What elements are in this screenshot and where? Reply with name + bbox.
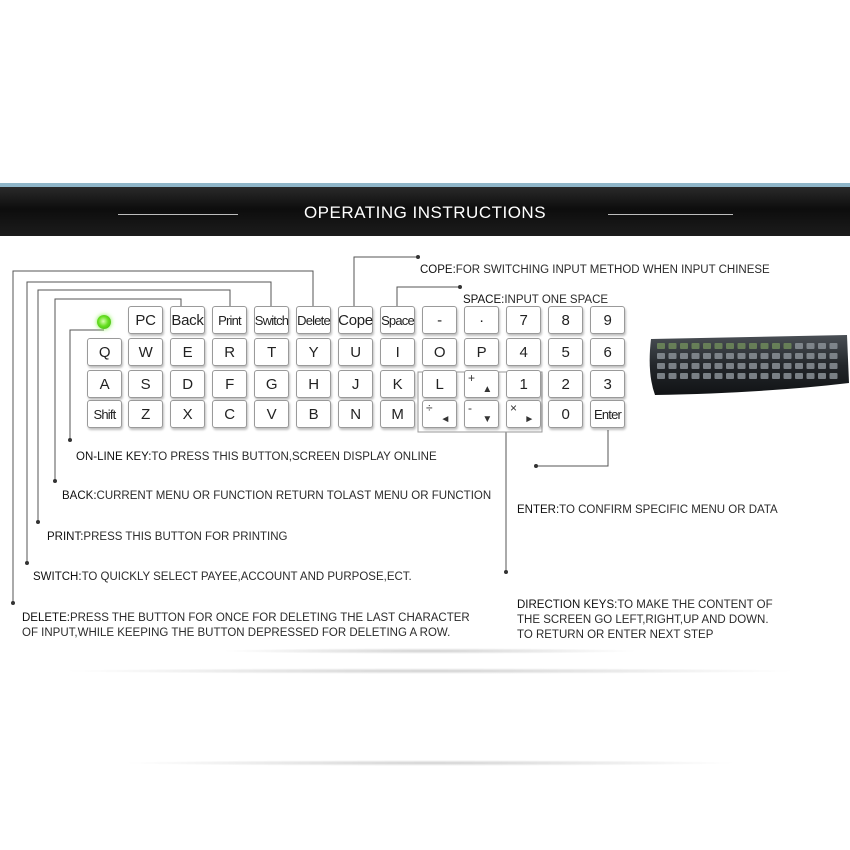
device-key-icon <box>795 343 803 349</box>
key-0[interactable]: 0 <box>548 400 583 428</box>
device-key-icon <box>784 353 792 359</box>
print-note: PRINT:PRESS THIS BUTTON FOR PRINTING <box>47 531 288 543</box>
arrow-left-key[interactable] <box>422 400 457 428</box>
device-key-icon <box>772 373 780 379</box>
device-key-icon <box>680 373 688 379</box>
device-key-icon <box>726 353 734 359</box>
device-key-icon <box>680 353 688 359</box>
key-v[interactable]: V <box>254 400 289 428</box>
switch-note: SWITCH:TO QUICKLY SELECT PAYEE,ACCOUNT AND PURPOSE,ECT. <box>33 571 412 583</box>
device-key-icon <box>830 363 838 369</box>
arrow-left-sub-label: ÷ <box>426 401 433 415</box>
key-w[interactable]: W <box>128 338 163 366</box>
device-key-icon <box>680 363 688 369</box>
key-delete[interactable]: Delete <box>296 306 331 334</box>
arrow-down-key[interactable] <box>464 400 499 428</box>
delete-note: DELETE:PRESS THE BUTTON FOR ONCE FOR DELETING THE LAST CHARACTER OF INPUT,WHILE KEEPING THE BUTTON DEPRESSED FOR DELETING A ROW. <box>22 612 470 639</box>
device-key-icon <box>784 363 792 369</box>
bottom-shadow <box>120 760 740 766</box>
key-6[interactable]: 6 <box>590 338 625 366</box>
key-enter[interactable]: Enter <box>590 400 625 428</box>
arrow-right-sub-label: × <box>510 401 517 415</box>
device-key-icon <box>807 343 815 349</box>
online-led-icon[interactable] <box>97 315 111 329</box>
key-d[interactable]: D <box>170 370 205 398</box>
key-y[interactable]: Y <box>296 338 331 366</box>
device-key-icon <box>715 373 723 379</box>
device-key-icon <box>692 373 700 379</box>
space-note: SPACE:INPUT ONE SPACE <box>463 294 609 306</box>
enter-leader <box>536 430 608 466</box>
key-5[interactable]: 5 <box>548 338 583 366</box>
space-leader <box>397 287 460 306</box>
device-key-icon <box>807 353 815 359</box>
key-e[interactable]: E <box>170 338 205 366</box>
device-key-icon <box>726 343 734 349</box>
arrow-right-icon: ► <box>524 414 534 425</box>
device-key-icon <box>703 373 711 379</box>
device-key-icon <box>738 373 746 379</box>
device-key-icon <box>761 373 769 379</box>
arrow-down-sub-label: - <box>468 401 472 415</box>
key-pc[interactable]: PC <box>128 306 163 334</box>
device-key-icon <box>715 353 723 359</box>
device-key-icon <box>703 343 711 349</box>
arrow-up-sub-label: + <box>468 371 475 385</box>
key-s[interactable]: S <box>128 370 163 398</box>
key-l[interactable]: L <box>422 370 457 398</box>
device-key-icon <box>657 343 665 349</box>
key-i[interactable]: I <box>380 338 415 366</box>
device-key-icon <box>669 373 677 379</box>
device-key-icon <box>818 353 826 359</box>
key-z[interactable]: Z <box>128 400 163 428</box>
device-key-icon <box>830 343 838 349</box>
key-g[interactable]: G <box>254 370 289 398</box>
device-key-icon <box>692 353 700 359</box>
device-key-icon <box>692 363 700 369</box>
device-key-icon <box>772 343 780 349</box>
keyboard-device-icon <box>645 333 850 395</box>
device-key-icon <box>680 343 688 349</box>
device-key-icon <box>738 363 746 369</box>
arrow-left-icon: ◄ <box>440 414 450 425</box>
direction-note: DIRECTION KEYS:TO MAKE THE CONTENT OF THE SCREEN GO LEFT,RIGHT,UP AND DOWN. TO RETURN OR ENTER NEXT STEP <box>517 599 773 641</box>
device-key-icon <box>772 363 780 369</box>
key-9[interactable]: 9 <box>590 306 625 334</box>
cope-note: COPE:FOR SWITCHING INPUT METHOD WHEN INPUT CHINESE <box>420 264 770 276</box>
device-key-icon <box>715 363 723 369</box>
key-space[interactable]: Space <box>380 306 415 334</box>
key-t[interactable]: T <box>254 338 289 366</box>
key-x[interactable]: X <box>170 400 205 428</box>
device-key-icon <box>692 343 700 349</box>
device-key-icon <box>772 353 780 359</box>
device-key-icon <box>657 363 665 369</box>
device-key-icon <box>795 363 803 369</box>
key-q[interactable]: Q <box>87 338 122 366</box>
device-key-icon <box>749 353 757 359</box>
device-key-icon <box>738 353 746 359</box>
cope-leader <box>354 257 418 306</box>
key-2[interactable]: 2 <box>548 370 583 398</box>
key-p[interactable]: P <box>464 338 499 366</box>
key-r[interactable]: R <box>212 338 247 366</box>
key-3[interactable]: 3 <box>590 370 625 398</box>
arrow-down-icon: ▼ <box>482 414 492 425</box>
device-key-icon <box>657 353 665 359</box>
key-dot[interactable]: · <box>464 306 499 334</box>
device-key-icon <box>761 363 769 369</box>
device-key-icon <box>703 363 711 369</box>
device-key-icon <box>657 373 665 379</box>
key-7[interactable]: 7 <box>506 306 541 334</box>
key-1[interactable]: 1 <box>506 370 541 398</box>
device-key-icon <box>703 353 711 359</box>
key-u[interactable]: U <box>338 338 373 366</box>
device-key-icon <box>715 343 723 349</box>
device-key-icon <box>738 343 746 349</box>
device-key-icon <box>818 373 826 379</box>
key-b[interactable]: B <box>296 400 331 428</box>
device-key-icon <box>784 373 792 379</box>
page-title: OPERATING INSTRUCTIONS <box>303 203 547 222</box>
arrow-right-key[interactable] <box>506 400 541 428</box>
device-key-icon <box>726 363 734 369</box>
device-key-icon <box>669 343 677 349</box>
device-key-icon <box>669 353 677 359</box>
device-key-icon <box>807 373 815 379</box>
key-a[interactable]: A <box>87 370 122 398</box>
device-key-icon <box>749 363 757 369</box>
key-cope[interactable]: Cope <box>338 306 373 334</box>
enter-note: ENTER:TO CONFIRM SPECIFIC MENU OR DATA <box>517 504 778 516</box>
divider-shadow <box>220 648 640 654</box>
key-4[interactable]: 4 <box>506 338 541 366</box>
device-key-icon <box>818 363 826 369</box>
key-shift[interactable]: Shift <box>87 400 122 428</box>
online-note: ON-LINE KEY:TO PRESS THIS BUTTON,SCREEN DISPLAY ONLINE <box>76 451 437 463</box>
device-key-icon <box>807 363 815 369</box>
key-k[interactable]: K <box>380 370 415 398</box>
key-n[interactable]: N <box>338 400 373 428</box>
key-print[interactable]: Print <box>212 306 247 334</box>
key-switch[interactable]: Switch <box>254 306 289 334</box>
device-key-icon <box>795 353 803 359</box>
device-key-icon <box>818 343 826 349</box>
device-key-icon <box>830 373 838 379</box>
back-note: BACK:CURRENT MENU OR FUNCTION RETURN TOLAST MENU OR FUNCTION <box>62 490 492 502</box>
arrow-up-key[interactable] <box>464 370 499 398</box>
key-h[interactable]: H <box>296 370 331 398</box>
key-c[interactable]: C <box>212 400 247 428</box>
device-key-icon <box>749 373 757 379</box>
divider-shadow-lower <box>60 668 800 674</box>
key-o[interactable]: O <box>422 338 457 366</box>
device-key-icon <box>795 373 803 379</box>
device-key-icon <box>830 353 838 359</box>
key-j[interactable]: J <box>338 370 373 398</box>
key-f[interactable]: F <box>212 370 247 398</box>
device-key-icon <box>761 353 769 359</box>
device-key-icon <box>761 343 769 349</box>
device-key-icon <box>669 363 677 369</box>
device-key-icon <box>749 343 757 349</box>
device-key-icon <box>726 373 734 379</box>
key-8[interactable]: 8 <box>548 306 583 334</box>
key-back[interactable]: Back <box>170 306 205 334</box>
key-m[interactable]: M <box>380 400 415 428</box>
key-minus[interactable]: - <box>422 306 457 334</box>
device-key-icon <box>784 343 792 349</box>
arrow-up-icon: ▲ <box>482 384 492 395</box>
